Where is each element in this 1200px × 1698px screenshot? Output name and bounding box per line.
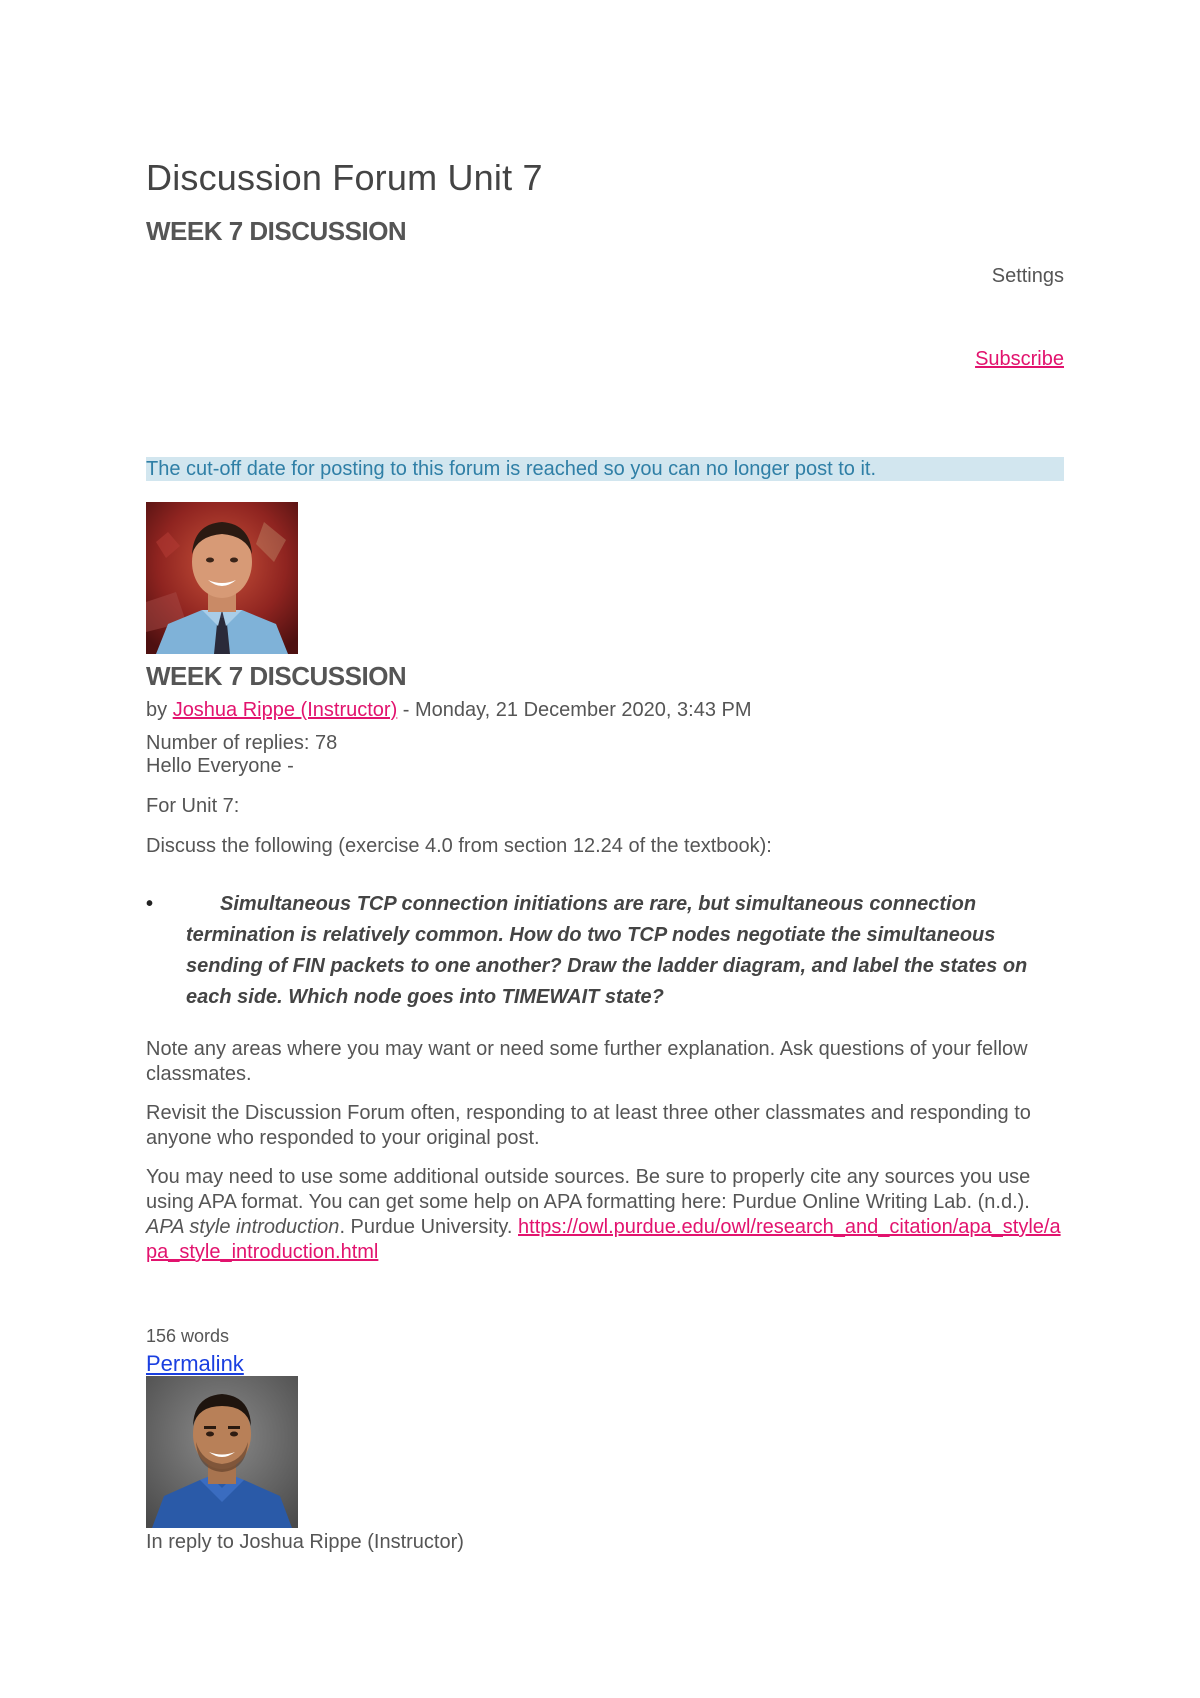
reply-to-text: In reply to Joshua Rippe (Instructor) (146, 1531, 464, 1553)
unit-line: For Unit 7: (146, 795, 240, 817)
byline-prefix: by (146, 699, 173, 721)
sources-text-1: You may need to use some additional outside sources. Be sure to properly cite any sources you use using APA format. You can get some help on APA formatting here: Purdue Online Writing Lab. (n.d.). (146, 1166, 1031, 1213)
sources-italic-title: APA style introduction (146, 1216, 340, 1238)
discuss-line: Discuss the following (exercise 4.0 from section 12.24 of the textbook): (146, 835, 772, 857)
note-paragraph: Note any areas where you may want or need some further explanation. Ask questions of your fellow classmates. (146, 1038, 1028, 1085)
sources-text-2: . Purdue University. (339, 1216, 519, 1238)
subscribe-link[interactable]: Subscribe (975, 348, 1064, 370)
cutoff-notice: The cut-off date for posting to this forum is reached so you can no longer post to it. (146, 457, 1064, 481)
reply-author-avatar[interactable] (146, 1376, 298, 1528)
greeting-text: Hello Everyone - (146, 755, 294, 777)
author-link[interactable]: Joshua Rippe (Instructor) (172, 699, 398, 721)
forum-subtitle: WEEK 7 DISCUSSION (146, 216, 407, 246)
apa-link[interactable]: https://owl.purdue.edu/owl/research_and_citation/apa_style/apa_style_introduction.html (146, 1216, 1061, 1263)
post-title: WEEK 7 DISCUSSION (146, 661, 407, 691)
sources-paragraph (146, 1165, 1064, 1265)
permalink-link[interactable]: Permalink (146, 1351, 244, 1376)
post-byline (146, 699, 752, 722)
revisit-paragraph: Revisit the Discussion Forum often, responding to at least three other classmates and responding to anyone who responded to your original post. (146, 1102, 1031, 1149)
bullet-dot: • (146, 893, 154, 915)
question-bullet (146, 889, 1064, 1013)
word-count: 156 words (146, 1326, 230, 1346)
forum-title: Discussion Forum Unit 7 (146, 157, 543, 198)
replies-count: Number of replies: 78 (146, 732, 338, 754)
question-text: Simultaneous TCP connection initiations are rare, but simultaneous connection termination is relatively common. How do two TCP nodes negotiate the simultaneous sending of FIN packets to one another? Draw the ladder diagram, and label the states on each side. Which node goes into TIMEWAIT state? (186, 893, 1028, 1008)
author-avatar-photo (146, 502, 298, 654)
reply-avatar-photo (146, 1376, 298, 1528)
post-date: - Monday, 21 December 2020, 3:43 PM (397, 699, 752, 721)
settings-button[interactable]: Settings (991, 265, 1064, 287)
author-avatar[interactable] (146, 502, 298, 654)
